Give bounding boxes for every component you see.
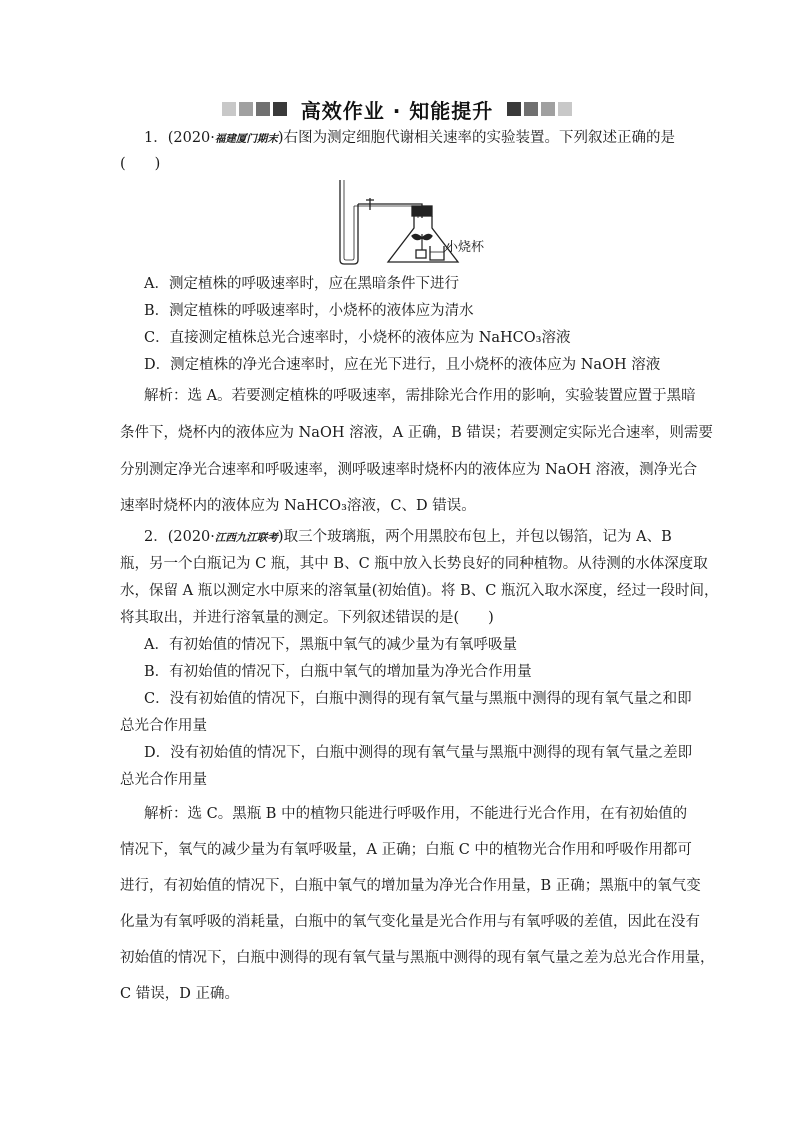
q2-option-a: A．有初始值的情况下，黑瓶中氧气的减少量为有氧呼吸量: [144, 637, 517, 653]
q1-option-d: D．测定植株的净光合速率时，应在光下进行，且小烧杯的液体应为 NaOH 溶液: [144, 357, 661, 373]
q1-option-b: B．测定植株的呼吸速率时，小烧杯的液体应为清水: [144, 303, 474, 319]
header-left-squares: [222, 102, 287, 116]
q2-source: 江西九江联考: [214, 532, 278, 544]
q1-stem: [144, 126, 675, 147]
q2-stem-text: )取三个玻璃瓶，两个用黑胶布包上，并包以锡箔，记为 A、B: [277, 529, 672, 545]
square-icon: [239, 102, 253, 116]
square-icon: [273, 102, 287, 116]
q1-analysis-line: 速率时烧杯内的液体应为 NaHCO₃溶液，C、D 错误。: [120, 498, 476, 514]
pot-icon: [416, 250, 426, 258]
q2-stem-line: 水，保留 A 瓶以测定水中原来的溶氧量(初始值)。将 B、C 瓶沉入取水深度，经过一段时间，: [120, 583, 719, 599]
q2-stem-line: 瓶，另一个白瓶记为 C 瓶，其中 B、C 瓶中放入长势良好的同种植物。从待测的水体深度取: [120, 556, 708, 572]
q2-option-c-cont: 总光合作用量: [120, 718, 207, 734]
q1-number: 1．(2020·: [144, 130, 215, 146]
q2-option-b: B．有初始值的情况下，白瓶中氧气的增加量为净光合作用量: [144, 664, 532, 680]
q2-analysis-line: 化量为有氧呼吸的消耗量，白瓶中的氧气变化量是光合作用与有氧呼吸的差值，因此在没有: [120, 914, 700, 930]
q1-stem-text: )右图为测定细胞代谢相关速率的实验装置。下列叙述正确的是: [277, 130, 676, 146]
q2-number: 2．(2020·: [144, 529, 215, 545]
q1-source: 福建厦门期末: [214, 133, 278, 145]
q1-analysis-line: 解析：选 A。若要测定植株的呼吸速率，需排除光合作用的影响，实验装置应置于黑暗: [144, 388, 696, 404]
q2-option-d-cont: 总光合作用量: [120, 772, 207, 788]
q2-stem: [144, 525, 672, 546]
square-icon: [541, 102, 555, 116]
small-beaker-icon: [430, 246, 444, 260]
q2-analysis-line: 解析：选 C。黑瓶 B 中的植物只能进行呼吸作用，不能进行光合作用，在有初始值的: [144, 806, 688, 822]
square-icon: [256, 102, 270, 116]
u-tube: [340, 180, 358, 264]
square-icon: [524, 102, 538, 116]
q2-option-c: C．没有初始值的情况下，白瓶中测得的现有氧气量与黑瓶中测得的现有氧气量之和即: [144, 691, 692, 707]
q1-analysis-line: 分别测定净光合速率和呼吸速率，测呼吸速率时烧杯内的液体应为 NaOH 溶液，测净光合: [120, 462, 698, 478]
q2-analysis-line: 进行，有初始值的情况下，白瓶中氧气的增加量为净光合作用量，B 正确；黑瓶中的氧气变: [120, 878, 701, 894]
q2-analysis-line: 初始值的情况下，白瓶中测得的现有氧气量与黑瓶中测得的现有氧气量之差为总光合作用量，: [120, 950, 715, 966]
q1-answer-bracket: ( ): [120, 156, 161, 172]
q2-stem-line: 将其取出，并进行溶氧量的测定。下列叙述错误的是( ): [120, 610, 494, 626]
square-icon: [222, 102, 236, 116]
figure-label-small-beaker: 小烧杯: [445, 240, 485, 255]
section-header: [0, 98, 794, 123]
q1-option-c: C．直接测定植株总光合速率时，小烧杯的液体应为 NaHCO₃溶液: [144, 330, 571, 346]
q2-option-d: D．没有初始值的情况下，白瓶中测得的现有氧气量与黑瓶中测得的现有氧气量之差即: [144, 745, 693, 761]
square-icon: [558, 102, 572, 116]
q1-analysis-line: 条件下，烧杯内的液体应为 NaOH 溶液，A 正确，B 错误；若要测定实际光合速率，则需要: [120, 425, 713, 441]
q2-analysis-line: 情况下，氧气的减少量为有氧呼吸量，A 正确；白瓶 C 中的植物光合作用和呼吸作用都可: [120, 842, 692, 858]
header-right-squares: [507, 102, 572, 116]
stopper-icon: [412, 206, 432, 216]
square-icon: [507, 102, 521, 116]
page-title: 高效作业 · 知能提升: [300, 98, 494, 123]
q2-analysis-line: C 错误，D 正确。: [120, 986, 239, 1002]
q1-option-a: A．测定植株的呼吸速率时，应在黑暗条件下进行: [144, 276, 459, 292]
